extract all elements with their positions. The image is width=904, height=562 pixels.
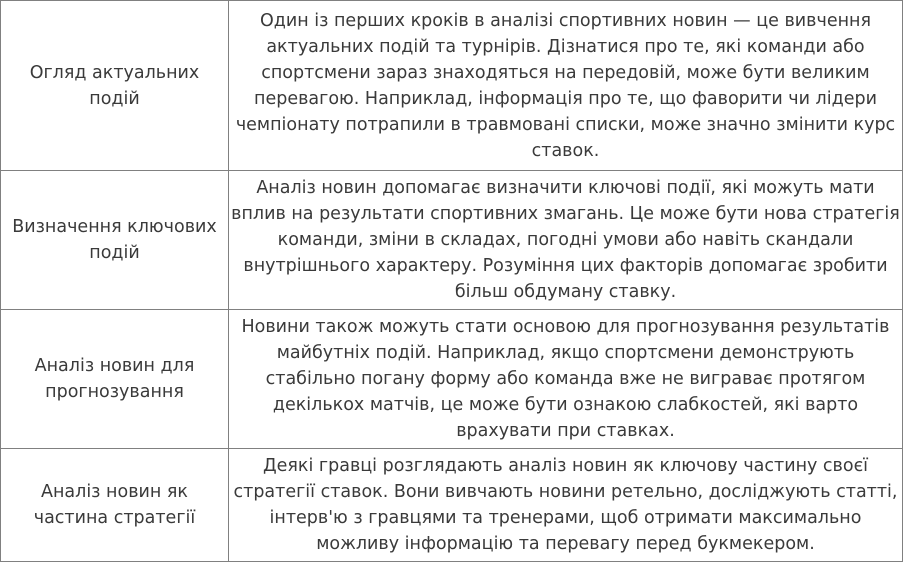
description-cell: Деякі гравці розглядають аналіз новин як ключову частину своєї стратегії ставок. Вони вивчають новини ретельно, досліджують статті, інтерв'ю з гравцями та тренерами, щоб отримати максимально можливу інформацію та перевагу перед букмекером.	[229, 449, 903, 562]
table-row	[1, 171, 903, 310]
topic-cell: Аналіз новин для прогнозування	[1, 310, 229, 449]
table-row	[1, 1, 903, 171]
table-row	[1, 310, 903, 449]
topic-cell: Огляд актуальних подій	[1, 1, 229, 171]
topic-cell: Аналіз новин як частина стратегії	[1, 449, 229, 562]
description-cell: Аналіз новин допомагає визначити ключові події, які можуть мати вплив на результати спортивних змагань. Це може бути нова стратегія команди, зміни в складах, погодні умови або навіть скандали внутрішнього характеру. Розуміння цих факторів допомагає зробити більш обдуману ставку.	[229, 171, 903, 310]
description-cell: Один із перших кроків в аналізі спортивних новин — це вивчення актуальних подій та турнірів. Дізнатися про те, які команди або спортсмени зараз знаходяться на передовій, може бути великим перевагою. Наприклад, інформація про те, що фаворити чи лідери чемпіонату потрапили в травмовані списки, може значно змінити курс ставок.	[229, 1, 903, 171]
table-row	[1, 449, 903, 562]
topic-cell: Визначення ключових подій	[1, 171, 229, 310]
description-cell: Новини також можуть стати основою для прогнозування результатів майбутніх подій. Наприклад, якщо спортсмени демонструють стабільно погану форму або команда вже не виграває протягом декількох матчів, це може бути ознакою слабкостей, які варто врахувати при ставках.	[229, 310, 903, 449]
